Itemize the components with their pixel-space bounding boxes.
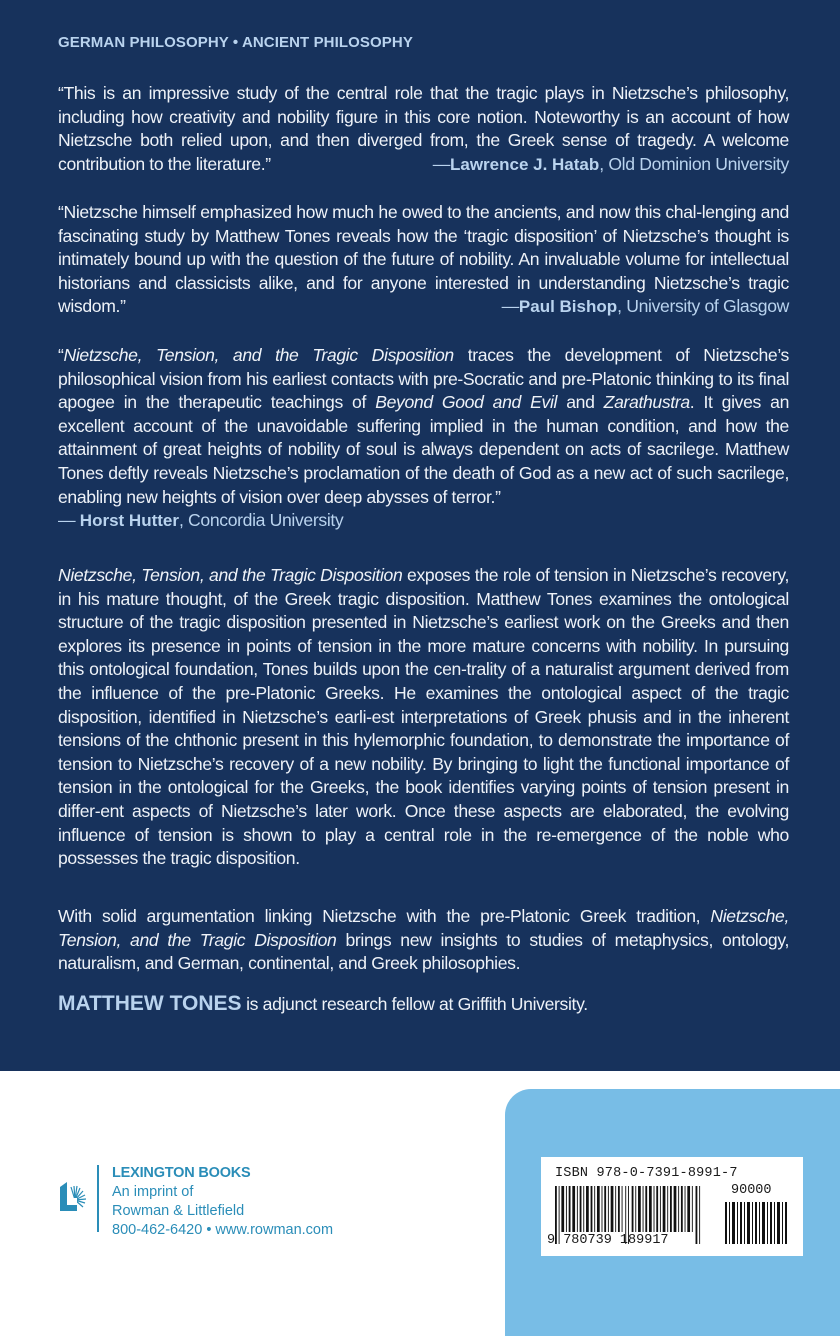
- publisher-contact: 800-462-6420 • www.rowman.com: [112, 1222, 334, 1238]
- endorsement-3: “Nietzsche, Tension, and the Tragic Disposition traces the development of Nietzsche’s philosophical vision from his earliest contacts with pre-Socratic and pre-Platonic thinking to its final apogee in the therapeutic teachings of Beyond Good and Evil and Zarathustra. It gives an excellent account of the unavoidable suffering implied in the human condition, and how the attainment of great heights of nobility of soul is always dependent on acts of sacrilege. Matthew Tones deftly reveals Nietzsche’s proclamation of the death of God as a new act of such sacrilege, enabling new heights of vision over deep abysses of terror.” — Horst Hutter, Concordia University: [58, 344, 789, 533]
- publisher-parent: Rowman & Littlefield: [112, 1203, 245, 1219]
- isbn-barcode: [541, 1157, 803, 1256]
- referenced-work-title: Beyond Good and Evil: [375, 392, 558, 413]
- endorser-name: Lawrence J. Hatab: [449, 154, 600, 174]
- endorsement-quote: “Nietzsche himself emphasized how much he owed to the ancients, and now this chal-lenging and fascinating study by Matthew Tones reveals how the ‘tragic disposition’ of Nietzsche’s thought is intimately bound up with the question of the future of nobility. An invaluable volume for intellectual historians and classicists alike, and for anyone interested in understanding Nietzsche’s tragic wisdom.”: [58, 202, 789, 317]
- referenced-work-title: Zarathustra: [603, 392, 690, 413]
- book-title: Nietzsche, Tension, and the Tragic Disposition: [63, 345, 454, 365]
- publisher-name: LEXINGTON BOOKS: [112, 1165, 251, 1181]
- lexington-books-logo-icon: [57, 1181, 87, 1213]
- endorser-name: Horst Hutter: [79, 511, 179, 531]
- publisher-divider: [97, 1165, 99, 1232]
- endorsement-attribution: —Paul Bishop, University of Glasgow: [501, 296, 789, 317]
- endorser-name: Paul Bishop: [518, 297, 618, 317]
- publisher-imprint-line: An imprint of: [112, 1184, 194, 1200]
- book-summary: With solid argumentation linking Nietzsche with the pre-Platonic Greek tradition, Nietzsche, Tension, and the Tragic Disposition brings new insights to studies of metaphysics, ontology, naturalism, and German, continental, and Greek philosophies.: [58, 906, 789, 974]
- author-bio: [58, 992, 588, 1016]
- endorsement-2: [58, 201, 789, 319]
- endorsement-quote: “This is an impressive study of the central role that the tragic plays in Nietzsche’s philosophy, including how creativity and nobility figure in this core notion. Noteworthy is an account of how Nietzsche both relied upon, and then diverged from, the Greek sense of tragedy. A welcome contribution to the literature.”: [58, 83, 789, 174]
- endorsement-1: [58, 82, 789, 176]
- ean-number: 9 780739 189917: [547, 1233, 669, 1248]
- endorsement-attribution: —Lawrence J. Hatab, Old Dominion University: [432, 153, 789, 174]
- endorser-institution: , University of Glasgow: [617, 296, 789, 317]
- book-title: Nietzsche, Tension, and the Tragic Disposition: [58, 906, 789, 950]
- barcode-panel: [505, 1089, 840, 1336]
- category-label: GERMAN PHILOSOPHY • ANCIENT PHILOSOPHY: [58, 34, 413, 51]
- author-name: MATTHEW TONES: [58, 992, 242, 1015]
- book-description: Nietzsche, Tension, and the Tragic Disposition exposes the role of tension in Nietzsche’s recovery, in his mature thought, of the Greek tragic disposition. Matthew Tones examines the ontological structure of the tragic disposition presented in Nietzsche’s earliest work on the Greeks and then explores its presence in points of tension in the more mature concerns with nobility. In pursuing this ontological foundation, Tones builds upon the cen-trality of a naturalist argument derived from the influence of the pre-Platonic Greeks. He examines the ontological aspect of the tragic disposition, identified in Nietzsche’s earli-est interpretations of Greek phusis and in the inherent tensions of the chthonic present in this hylemorphic foundation, to demonstrate the importance of tension to Nietzsche’s recovery of a new nobility. By bringing to light the functional importance of tension in the ontological for the Greeks, the book identifies varying points of tension present in differ-ent aspects of Nietzsche’s later work. Once these aspects are elaborated, the evolving influence of tension is shown to play a central role in the re-emergence of the noble who possesses the tragic disposition.: [58, 565, 790, 869]
- endorser-institution: , Concordia University: [178, 510, 344, 531]
- endorser-institution: , Old Dominion University: [599, 153, 789, 174]
- price-addon-bars: [725, 1202, 789, 1244]
- price-code: 90000: [731, 1183, 772, 1198]
- publisher-text: [112, 1164, 333, 1240]
- author-bio-text: is adjunct research fellow at Griffith University.: [241, 994, 588, 1014]
- book-title: Nietzsche, Tension, and the Tragic Disposition: [58, 565, 403, 585]
- isbn-label: ISBN 978-0-7391-8991-7: [555, 1166, 738, 1181]
- endorsement-attribution: — Horst Hutter, Concordia University: [58, 510, 344, 531]
